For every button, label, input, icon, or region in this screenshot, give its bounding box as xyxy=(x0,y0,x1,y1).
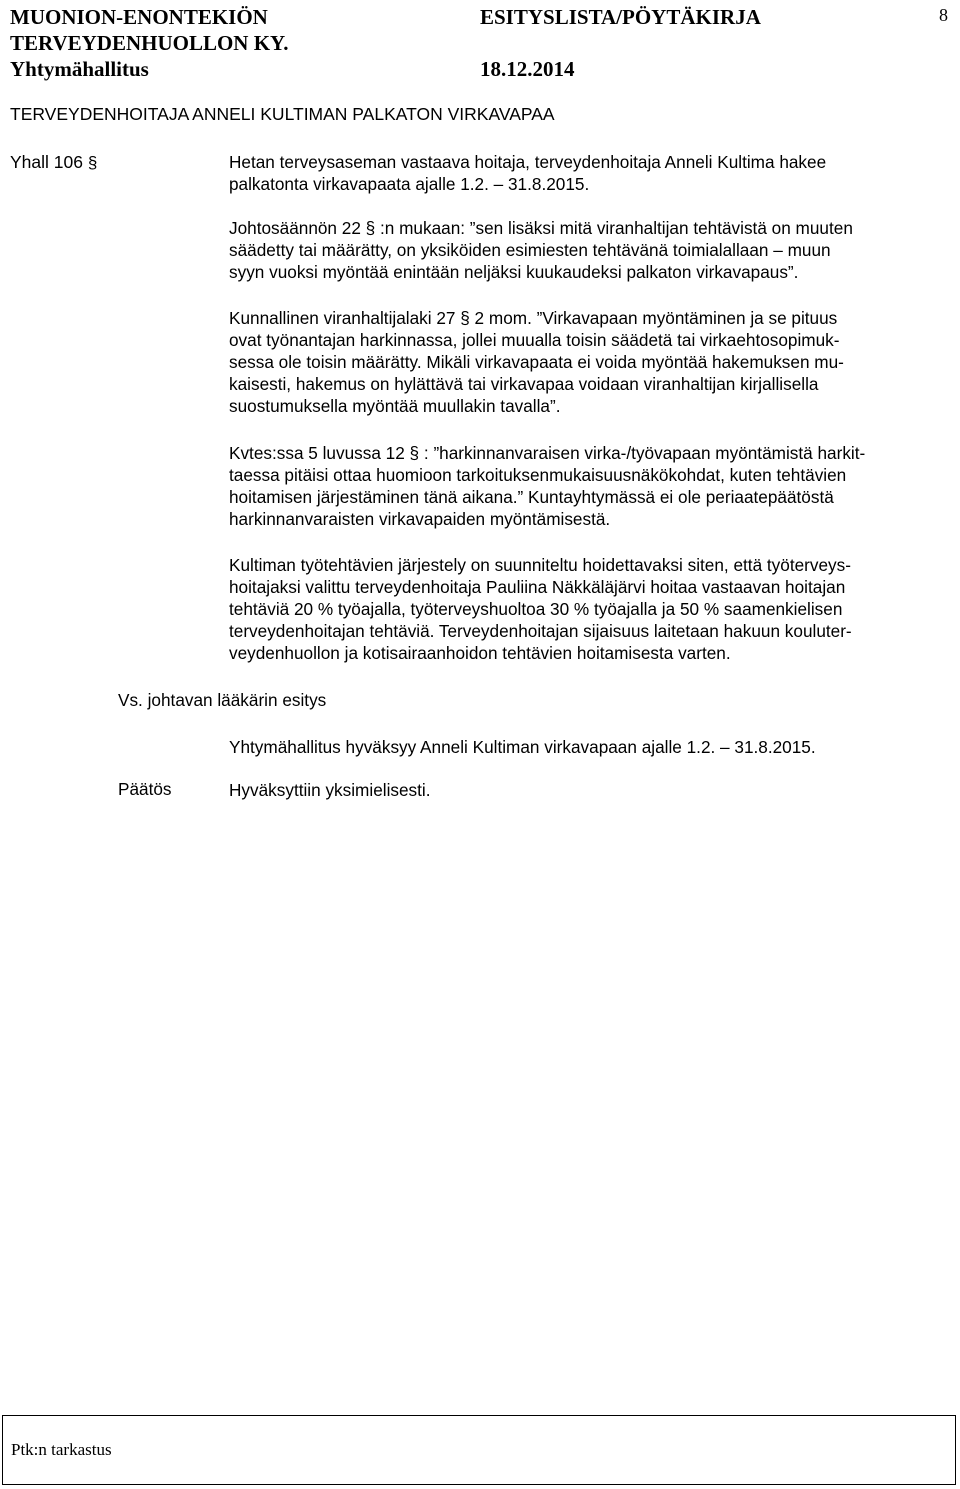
paragraph-line: veydenhuollon ja kotisairaanhoidon tehtävien hoitamisesta varten. xyxy=(229,643,731,663)
paragraph-kvtes xyxy=(229,442,929,530)
paragraph-line: Kvtes:ssa 5 luvussa 12 § : ”harkinnanvaraisen virka-/työvapaan myöntämistä harkit- xyxy=(229,443,866,463)
section-reference xyxy=(10,152,97,173)
paragraph-bylaw xyxy=(229,217,929,283)
paragraph-line: terveydenhoitajan tehtäviä. Terveydenhoitajan sijaisuus laitetaan hakuun kouluter- xyxy=(229,621,852,641)
proposal-label: Vs. johtavan lääkärin esitys xyxy=(118,690,327,710)
paragraph-line: Kultiman työtehtävien järjestely on suunniteltu hoidettavaksi siten, että työterveys- xyxy=(229,555,851,575)
decision-label: Päätös xyxy=(118,779,172,799)
paragraph-line: suostumuksella myöntää muullakin tavalla”. xyxy=(229,396,561,416)
org-body-name: Yhtymähallitus xyxy=(10,57,149,81)
paragraph-line: ovat työnantajan harkinnassa, jollei muualla toisin säädetä tai virkaehtosopimuk- xyxy=(229,330,840,350)
org-name-line2: TERVEYDENHUOLLON KY. xyxy=(10,31,289,55)
paragraph-civil-servant-law xyxy=(229,307,929,417)
org-name-line1: MUONION-ENONTEKIÖN xyxy=(10,5,268,29)
review-box xyxy=(2,1415,956,1485)
paragraph-line: sessa ole toisin määrätty. Mikäli virkavapaata ei voida myöntää hakemuksen mu- xyxy=(229,352,844,372)
section-ref-text: Yhall 106 xyxy=(10,152,83,172)
paragraph-line: hoitamisen järjestäminen tänä aikana.” Kuntayhtymässä ei ole periaatepäätöstä xyxy=(229,487,834,507)
page-number: 8 xyxy=(939,5,948,25)
decision-line: Hyväksyttiin yksimielisesti. xyxy=(229,780,431,800)
paragraph-line: harkinnanvaraisten virkavapaiden myöntämisestä. xyxy=(229,509,611,529)
paragraph-line: taessa pitäisi ottaa huomioon tarkoituksenmukaisuusnäkökohdat, kuten tehtävien xyxy=(229,465,847,485)
paragraph-line: Johtosäännön 22 § :n mukaan: ”sen lisäksi mitä viranhaltijan tehtävistä on muuten xyxy=(229,218,853,238)
review-label: Ptk:n tarkastus xyxy=(11,1440,112,1459)
paragraph-line: hoitajaksi valittu terveydenhoitaja Pauliina Näkkäläjärvi hoitaa vastaavan hoitajan xyxy=(229,577,846,597)
paragraph-line: Kunnallinen viranhaltijalaki 27 § 2 mom. ”Virkavapaan myöntäminen ja se pituus xyxy=(229,308,838,328)
paragraph-line: palkatonta virkavapaata ajalle 1.2. – 31.8.2015. xyxy=(229,174,590,194)
paragraph-line: syyn vuoksi myöntää enintään neljäksi kuukaudeksi palkaton virkavapaus”. xyxy=(229,262,799,282)
paragraph-line: kaisesti, hakemus on hylättävä tai virkavapaa voidaan viranhaltijan kirjallisella xyxy=(229,374,819,394)
proposal-line: Yhtymähallitus hyväksyy Anneli Kultiman virkavapaan ajalle 1.2. – 31.8.2015. xyxy=(229,737,816,757)
paragraph-line: Hetan terveysaseman vastaava hoitaja, terveydenhoitaja Anneli Kultima hakee xyxy=(229,152,827,172)
paragraph-line: säädetty tai määrätty, on yksiköiden esimiesten tehtävänä toimialallaan – muun xyxy=(229,240,831,260)
section-symbol: § xyxy=(87,153,98,172)
document-type: ESITYSLISTA/PÖYTÄKIRJA xyxy=(480,5,761,29)
proposal-text xyxy=(229,736,929,758)
paragraph-arrangements xyxy=(229,554,929,664)
agenda-item-title: TERVEYDENHOITAJA ANNELI KULTIMAN PALKATON VIRKAVAPAA xyxy=(10,104,555,124)
decision-text xyxy=(229,779,929,801)
paragraph-application xyxy=(229,151,929,195)
meeting-date: 18.12.2014 xyxy=(480,57,575,81)
paragraph-line: tehtäviä 20 % työajalla, työterveyshuoltoa 30 % työajalla ja 50 % saamenkielisen xyxy=(229,599,843,619)
